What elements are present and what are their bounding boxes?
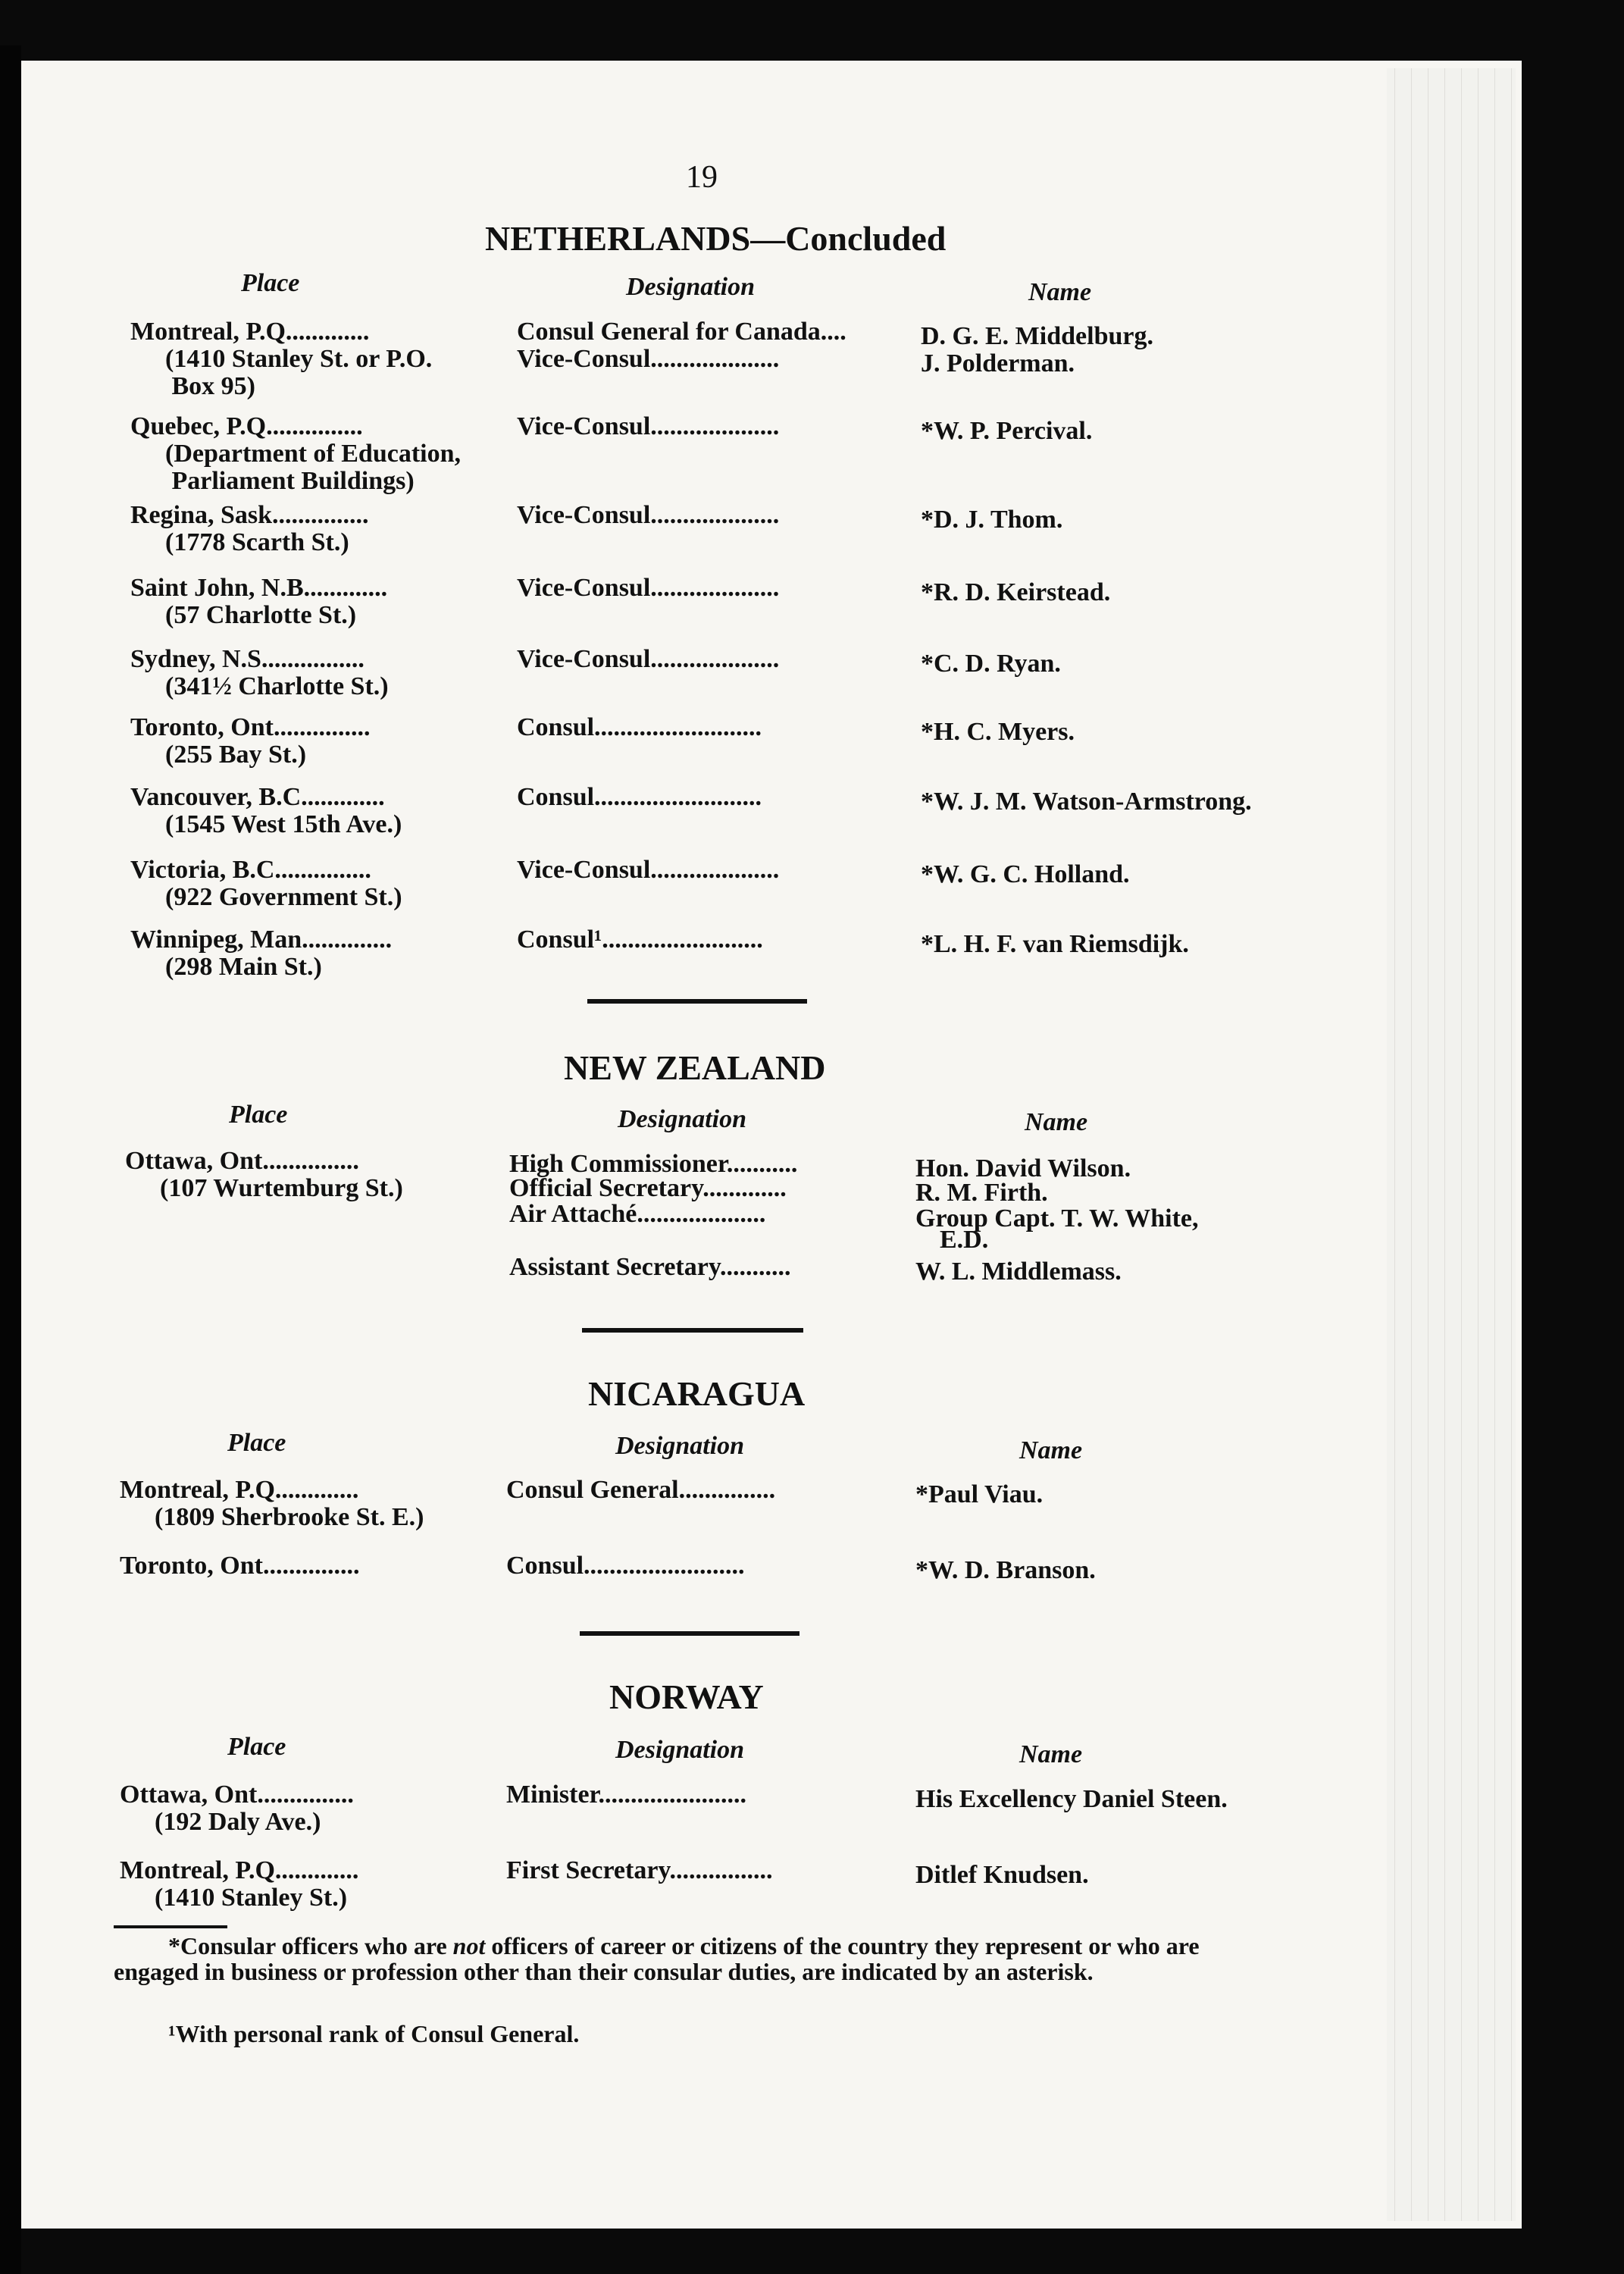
table-row-designation: Vice-Consul.................... <box>517 645 780 673</box>
table-row-place <box>130 857 402 911</box>
norway-header-designation: Designation <box>615 1736 745 1764</box>
table-row-name: *D. J. Thom. <box>921 506 1063 534</box>
place-city: Saint John, N.B............. <box>130 574 388 602</box>
table-row-name: D. G. E. Middelburg. <box>921 322 1153 350</box>
table-row-place <box>130 318 432 400</box>
place-city: Sydney, N.S................ <box>130 645 365 673</box>
table-row-name: *H. C. Myers. <box>921 718 1075 746</box>
table-row-designation: High Commissioner........... <box>509 1150 798 1178</box>
place-city: Toronto, Ont............... <box>120 1552 360 1580</box>
place-address: (192 Daly Ave.) <box>155 1808 321 1836</box>
table-row-name: *W. P. Percival. <box>921 417 1093 445</box>
new-zealand-title: NEW ZEALAND <box>564 1048 826 1087</box>
place-city: Toronto, Ont............... <box>130 713 371 741</box>
footnote-rule <box>114 1925 227 1928</box>
netherlands-header-place: Place <box>241 269 300 297</box>
section-divider <box>580 1631 799 1636</box>
table-row-designation: Consul......................... <box>506 1552 745 1580</box>
table-row-name: W. L. Middlemass. <box>915 1258 1122 1286</box>
table-row-place <box>130 413 461 495</box>
place-city: Quebec, P.Q............... <box>130 412 363 440</box>
book-spine-shadow <box>0 45 21 2274</box>
table-row-name: *W. G. C. Holland. <box>921 860 1130 888</box>
table-row-designation: Official Secretary............. <box>509 1174 787 1202</box>
table-row-name: *C. D. Ryan. <box>921 650 1061 678</box>
place-city: Regina, Sask............... <box>130 501 369 529</box>
table-row-name: *W. J. M. Watson-Armstrong. <box>921 788 1252 816</box>
new-zealand-header-place: Place <box>229 1101 288 1129</box>
netherlands-title: NETHERLANDS—Concluded <box>485 219 947 258</box>
place-address: (255 Bay St.) <box>165 741 307 769</box>
place-address: (Department of Education, Parliament Buildings) <box>165 440 462 495</box>
table-row-designation: Air Attaché.................... <box>509 1200 766 1228</box>
footnote-asterisk-emphasis: not <box>452 1932 486 1959</box>
nicaragua-header-place: Place <box>227 1429 286 1457</box>
table-row-designation: First Secretary................ <box>506 1856 773 1884</box>
place-address: (298 Main St.) <box>165 953 322 981</box>
nicaragua-title: NICARAGUA <box>588 1374 806 1413</box>
place-address: (107 Wurtemburg St.) <box>160 1174 403 1202</box>
table-row-place <box>120 1781 354 1836</box>
place-city: Victoria, B.C............... <box>130 856 371 884</box>
table-row-designation: Consul¹......................... <box>517 926 763 954</box>
place-city: Ottawa, Ont............... <box>120 1781 354 1809</box>
table-row-place <box>130 714 370 769</box>
table-row-designation: Vice-Consul.................... <box>517 856 780 884</box>
place-city: Ottawa, Ont............... <box>125 1147 359 1175</box>
netherlands-header-designation: Designation <box>626 273 756 301</box>
table-row-place <box>130 502 369 556</box>
table-row-designation: Consul.......................... <box>517 713 762 741</box>
page-number: 19 <box>686 160 718 195</box>
place-city: Montreal, P.Q............. <box>130 318 370 346</box>
place-address: (1410 Stanley St. or P.O. Box 95) <box>165 345 433 400</box>
section-divider <box>582 1328 803 1333</box>
table-row-name: *R. D. Keirstead. <box>921 578 1111 606</box>
table-row-name: Group Capt. T. W. White, <box>915 1204 1199 1233</box>
table-row-name: E.D. <box>940 1226 989 1254</box>
table-row-name: Ditlef Knudsen. <box>915 1861 1089 1889</box>
table-row-place <box>130 646 389 700</box>
table-row-designation: Vice-Consul.................... <box>517 574 780 602</box>
table-row-name: *W. D. Branson. <box>915 1556 1096 1584</box>
table-row-place <box>120 1552 359 1580</box>
new-zealand-place <box>125 1148 403 1202</box>
place-address: (1778 Scarth St.) <box>165 528 349 556</box>
nicaragua-header-designation: Designation <box>615 1432 745 1460</box>
page-edges <box>1387 68 1516 2221</box>
table-row-designation: Assistant Secretary........... <box>509 1253 791 1281</box>
place-address: (1410 Stanley St.) <box>155 1884 348 1912</box>
footnote-one: ¹With personal rank of Consul General. <box>168 2020 580 2047</box>
table-row-name: Hon. David Wilson. <box>915 1154 1131 1182</box>
footnote-asterisk-text-b: officers of career or citizens of the country they represent or who are engaged in business or profession other than their consular duties, are indicated by an asterisk. <box>114 1932 1200 1985</box>
table-row-name: R. M. Firth. <box>915 1179 1048 1207</box>
table-row-designation: Consul General for Canada.... <box>517 318 846 346</box>
place-city: Montreal, P.Q............. <box>120 1476 359 1504</box>
netherlands-header-name: Name <box>1028 278 1092 306</box>
place-address: (341½ Charlotte St.) <box>165 672 389 700</box>
norway-title: NORWAY <box>609 1677 764 1716</box>
table-row-designation: Vice-Consul.................... <box>517 501 780 529</box>
table-row-name: J. Polderman. <box>921 349 1075 377</box>
table-row-designation: Consul.......................... <box>517 783 762 811</box>
table-row-place <box>130 575 387 629</box>
place-address: (57 Charlotte St.) <box>165 601 357 629</box>
place-city: Winnipeg, Man.............. <box>130 926 393 954</box>
table-row-place <box>120 1857 358 1912</box>
table-row-name: *Paul Viau. <box>915 1480 1044 1508</box>
footnote-asterisk-text-a: *Consular officers who are <box>168 1932 453 1959</box>
table-row-designation: Vice-Consul.................... <box>517 345 780 373</box>
new-zealand-header-designation: Designation <box>618 1105 747 1133</box>
table-row-name: *L. H. F. van Riemsdijk. <box>921 930 1189 958</box>
section-divider <box>587 999 807 1004</box>
table-row-designation: Vice-Consul.................... <box>517 412 780 440</box>
table-row-designation: Minister....................... <box>506 1781 747 1809</box>
table-row-place <box>130 784 402 838</box>
nicaragua-header-name: Name <box>1019 1436 1083 1464</box>
norway-header-place: Place <box>227 1733 286 1761</box>
place-address: (1809 Sherbrooke St. E.) <box>155 1503 424 1531</box>
place-city: Vancouver, B.C............. <box>130 783 385 811</box>
table-row-name: His Excellency Daniel Steen. <box>915 1785 1228 1813</box>
norway-header-name: Name <box>1019 1740 1083 1768</box>
table-row-place <box>120 1477 424 1531</box>
place-address: (922 Government St.) <box>165 883 402 911</box>
footnote-asterisk <box>114 1933 1259 1984</box>
place-city: Montreal, P.Q............. <box>120 1856 359 1884</box>
new-zealand-header-name: Name <box>1025 1108 1088 1136</box>
table-row-place <box>130 926 392 981</box>
place-address: (1545 West 15th Ave.) <box>165 810 402 838</box>
table-row-designation: Consul General............... <box>506 1476 776 1504</box>
